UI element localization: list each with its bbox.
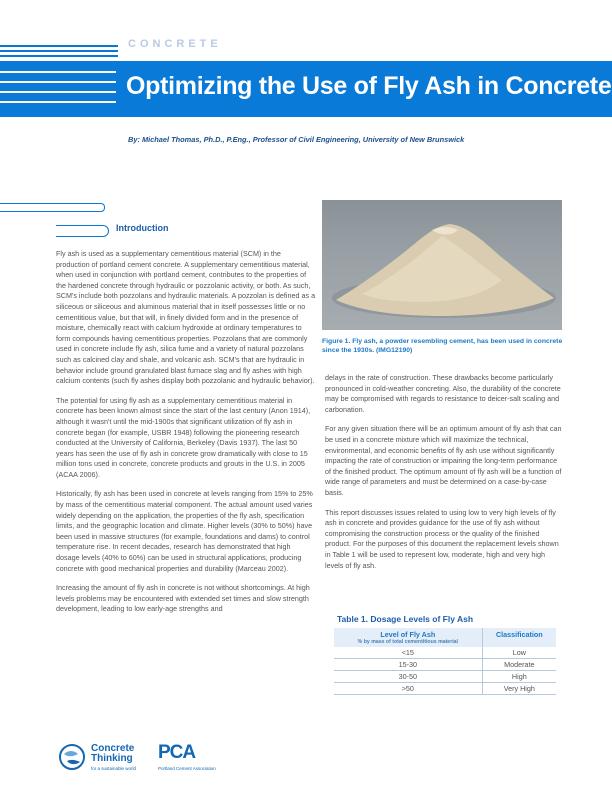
level-cell: 30-50 xyxy=(334,671,482,683)
table-row xyxy=(334,671,556,683)
section-eyebrow: CONCRETE xyxy=(128,38,222,50)
pca-name: Portland Cement Association xyxy=(158,766,216,771)
table-row xyxy=(334,659,556,671)
page-title: Optimizing the Use of Fly Ash in Concrete xyxy=(126,72,612,100)
ct-line1: Concrete xyxy=(91,743,135,754)
banner-stripes xyxy=(0,61,118,117)
concrete-thinking-wordmark xyxy=(91,744,134,764)
col-header-level-sub: % by mass of total cementitious material xyxy=(357,639,458,645)
ct-tagline: for a sustainable world xyxy=(91,766,137,771)
heading-accent xyxy=(56,225,109,237)
pca-wordmark: PCA xyxy=(158,742,196,763)
paragraph: Historically, fly ash has been used in concrete at levels ranging from 15% to 25% by mass of the cementitious material component. The actual amount used varies widely depending on the application, the properties of the fly ash, specification limits, and the geographic location and climate. Higher levels (30% to 50%) have been used in massive structures (for example, foundations and dams) to control temperature rise. In recent decades, research has demonstrated that high dosage levels (40% to 60%) can be used in structural applications, producing concrete with good mechanical properties and durability (Marceau 2002). xyxy=(56,489,313,573)
paragraph: delays in the rate of construction. These drawbacks become particularly pronounced in cold-weather concreting. Also, the durability of the concrete may be compromised with regards to resistance to deicer-salt scaling and carbonation. xyxy=(325,373,561,414)
author-byline: By: Michael Thomas, Ph.D., P.Eng., Professor of Civil Engineering, University of New Brunswick xyxy=(128,135,465,144)
paragraph: The potential for using fly ash as a supplementary cementitious material in concrete has been known almost since the start of the last century (Anon 1914), although it wasn't until the mid-1900s that significant utilization of fly ash in concrete began (for example, USBR 1948) following the pioneering research conducted at the University of California, Berkeley (Davis 1937). The last 50 years has seen the use of fly ash in concrete grow dramatically with close to 15 million tons used in concrete, concrete products and grouts in the U.S. in 2005 (ACAA 2006). xyxy=(56,395,311,479)
paragraph: For any given situation there will be an optimum amount of fly ash that can be used in a concrete mixture which will maximize the technical, environmental, and economic benefits of fly ash use without significantly impacting the rate of construction or impairing the long-term performance of the finished product. The optimum amount of fly ash will be a function of wide range of parameters and must be determined on a case-by-case basis. xyxy=(325,424,562,497)
fly-ash-pile-image xyxy=(322,200,562,330)
left-column xyxy=(56,249,316,624)
right-column xyxy=(325,373,565,580)
table-header-row xyxy=(334,628,556,647)
pca-logo xyxy=(158,742,248,774)
col-header-level-label: Level of Fly Ash xyxy=(380,630,436,639)
classification-cell: Low xyxy=(482,647,556,659)
level-cell: 15-30 xyxy=(334,659,482,671)
classification-cell: High xyxy=(482,671,556,683)
fly-ash-photo xyxy=(322,200,562,330)
introduction-label: Introduction xyxy=(116,223,169,233)
concrete-thinking-logo xyxy=(58,742,148,774)
classification-cell: Moderate xyxy=(482,659,556,671)
header-stripe xyxy=(0,45,118,47)
classification-cell: Very High xyxy=(482,683,556,695)
paragraph: This report discusses issues related to using low to very high levels of fly ash in concrete and provides guidance for the use of fly ash without compromising the construction process or the quality of the finished product. For the purposes of this document the replacement levels shown in Table 1 will be used to represent low, moderate, high and very high levels of fly ash. xyxy=(325,507,559,570)
globe-icon xyxy=(58,742,88,772)
dosage-table xyxy=(334,628,556,695)
table-row xyxy=(334,647,556,659)
level-cell: >50 xyxy=(334,683,482,695)
level-cell: <15 xyxy=(334,647,482,659)
col-header-classification: Classification xyxy=(482,628,556,647)
paragraph: Fly ash is used as a supplementary cementitious material (SCM) in the production of portland cement concrete. A supplementary cementitious material, when used in conjunction with portland cement, contributes to the properties of the hardened concrete through hydraulic or pozzolanic activity, or both. As such, SCM's include both pozzolans and hydraulic materials. A pozzolan is defined as a siliceous or siliceous and aluminous material that in itself possesses little or no cementitious value, but that will, in finely divided form and in the presence of moisture, chemically react with calcium hydroxide at ordinary temperatures to form compounds having cementitious properties. Pozzolans that are commonly used in concrete include fly ash, silica fume and a variety of natural pozzolans such as calcined clay and shale, and volcanic ash. SCM's that are hydraulic in behavior include ground granulated blast furnace slag and fly ashes with high calcium contents (such fly ashes display both pozzolanic and hydraulic behavior). xyxy=(56,249,316,386)
paragraph: Increasing the amount of fly ash in concrete is not without shortcomings. At high levels problems may be encountered with extended set times and slow strength development, leading to low early-age strengths and xyxy=(56,583,310,614)
table-row xyxy=(334,683,556,695)
introduction-heading xyxy=(56,222,306,238)
header-stripe xyxy=(0,50,118,52)
ct-line2: Thinking xyxy=(91,753,133,764)
header-stripe xyxy=(0,55,118,57)
col-header-level xyxy=(334,628,482,647)
figure-caption: Figure 1. Fly ash, a powder resembling cement, has been used in concrete since the 1930s. (IMG12190) xyxy=(322,338,563,355)
side-accent-bar xyxy=(0,203,105,212)
table-title: Table 1. Dosage Levels of Fly Ash xyxy=(337,614,474,624)
